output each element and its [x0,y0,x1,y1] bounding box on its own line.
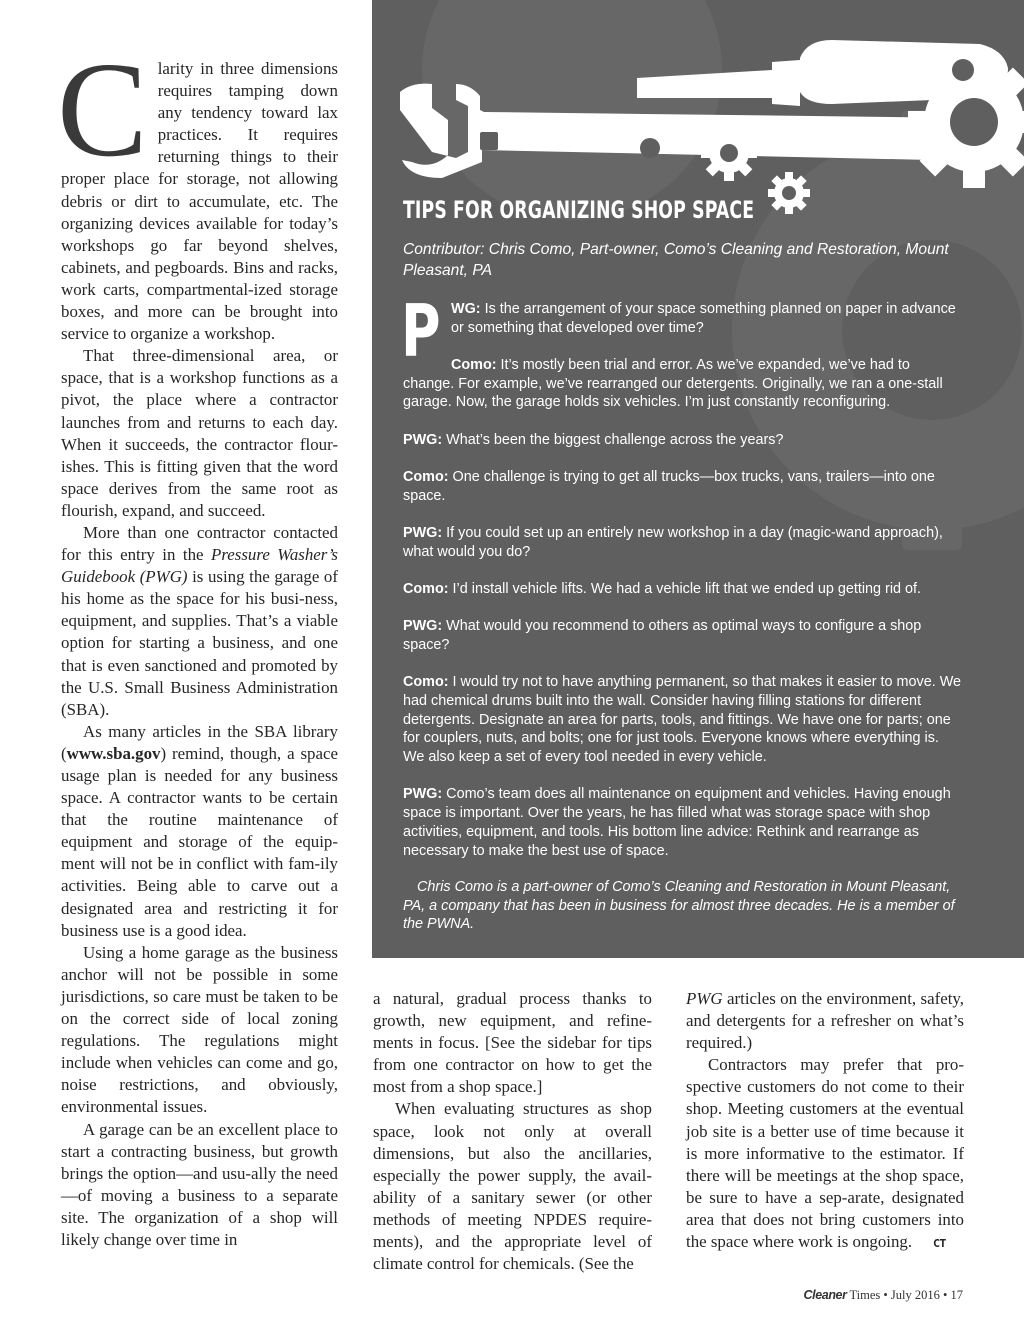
qa-list [401,289,963,879]
qa-item: Como: One challenge is trying to get all trucks—box trucks, vans, trailers—into one space. [403,469,935,504]
paragraph-6: A garage can be an excellent place to start a contracting business, but growth brings the option—and usu-ally the need—of moving a business to a separate site. The organization of a shop will likely change over time in [61,1119,338,1249]
footer-info: Times • July 2016 • 17 [846,1288,963,1302]
sidebar-panel [372,0,1024,958]
middle-column [373,988,652,1275]
left-column [57,35,338,1251]
magazine-brand: Cleaner [803,1288,847,1302]
qa-item: Como: I would try not to have anything permanent, so that makes it easier to move. We had chemical drums built into the wall. Consider having filling stations for different detergents. Designate an area for parts, tools, and fittings. We have one for parts; one for couplers, nuts, and bolts; one for just tools. Everyone knows where everything is. We also keep a set of every tool needed in every vehicle. [403,674,962,766]
sidebar-contributor: Contributor: Chris Como, Part-owner, Como’s Cleaning and Restoration, Mount Pleasant, PA [403,241,949,279]
end-mark-icon: CT [933,1237,946,1251]
contributor-bio: Chris Como is a part-owner of Como’s Cleaning and Restoration in Mount Pleasant, PA, a company that has been in business for almost three decades. He is a member of the PWNA. [403,879,955,933]
paragraph-3: More than one contractor contacted for this entry in the Pressure Washer’s Guidebook (PWG) is using the garage of his home as the space for his busi-ness, equipment, and supplies. That’s a viable option for starting a business, and one that is even sanctioned and promoted by the U.S. Small Business Administration (SBA). [61,522,338,719]
qa-item: PWG: Como’s team does all maintenance on equipment and vehicles. Having enough space is important. Over the years, he has filled what was storage space with shop activities, equipment, and tools. His bottom line advice: Rethink and rearrange as necessary to make the best use of space. [403,786,951,859]
qa-item: PWG: Is the arrangement of your space something planned on paper in advance or something that developed over time? [401,289,956,373]
mid-paragraph-2: When evaluating structures as shop space, look not only at overall dimensions, but also the ancillaries, especially the power supply, the avail-ability of a sanitary sewer (or other methods of meeting NPDES require-ments), and the appropriate level of climate control for chemicals. (See the [373,1099,652,1274]
qa-item: PWG: What would you recommend to others as optimal ways to configure a shop space? [403,618,922,653]
paragraph-4: As many articles in the SBA library (www.sba.gov) remind, though, a space usage plan is needed for any business space. A contractor wants to be certain that the routine maintenance of equipment and storage of the equip-ment will not be in conflict with fam-ily activities. Being able to carve out a designated area and restricting it for business use is a good idea. [61,721,338,940]
drop-cap: C [57,35,148,185]
right-column [686,988,964,1255]
paragraph-2: That three-dimensional area, or space, that is a workshop functions as a pivot, the place where a contractor launches from and returns to each day. When it succeeds, the contractor flour-ishes. This is fitting given that the word space derives from the same root as flourish, expand, and succeed. [61,346,338,520]
right-paragraph-2: Contractors may prefer that pro-spective customers do not come to their shop. Meeting customers at the eventual job site is a better use of time because it is more informative to the estimator. If there will be meetings at the shop space, be sure to have a sep-arate, designated area that does not bring customers into the space where work is ongoing. CT [686,1054,964,1255]
pwg-title: Pressure Washer’s Guidebook (PWG) [61,545,338,587]
sba-link[interactable]: www.sba.gov [66,743,161,763]
page-footer [804,1288,963,1303]
sidebar-drop-cap: P [401,289,441,373]
qa-item: Como: I’d install vehicle lifts. We had a vehicle lift that we ended up getting rid of. [403,581,922,597]
qa-item: PWG: What’s been the biggest challenge across the years? [403,431,784,448]
qa-item: Como: It’s mostly been trial and error. As we’ve expanded, we’ve had to change. For example, we’ve rearranged our detergents. Originally, we ran a one-stall garage. Now, the garage holds six vehicles. I’m just constantly reconfiguring. [403,357,943,411]
paragraph-5: Using a home garage as the business anchor will not be possible in some jurisdictions, so care must be taken to be on the correct side of local zoning regulations. The regulations might include when vehicles can come and go, noise restrictions, and obviously, environmental issues. [61,942,338,1117]
qa-item: PWG: If you could set up an entirely new workshop in a day (magic-wand approach), what would you do? [403,525,943,560]
right-paragraph-1: PWG articles on the environment, safety, and detergents for a refresher on what’s required.) [686,989,964,1053]
mid-paragraph-1: a natural, gradual process thanks to growth, new equipment, and refine-ments in focus. [See the sidebar for tips from one contractor on how to get the most from a shop space.] [373,989,652,1097]
paragraph-1: larity in three dimensions requires tamping down any tendency toward lax practices. It requires returning things to their proper place for storage, not allowing debris or dirt to accumulate, etc. The organizing devices available for today’s workshops go far beyond shelves, cabinets, and pegboards. Bins and racks, work carts, compartmental-ized storage boxes, and more can be brought into service to organize a workshop. [61,59,338,344]
sidebar-title: TIPS FOR ORGANIZING SHOP SPACE [403,196,755,224]
